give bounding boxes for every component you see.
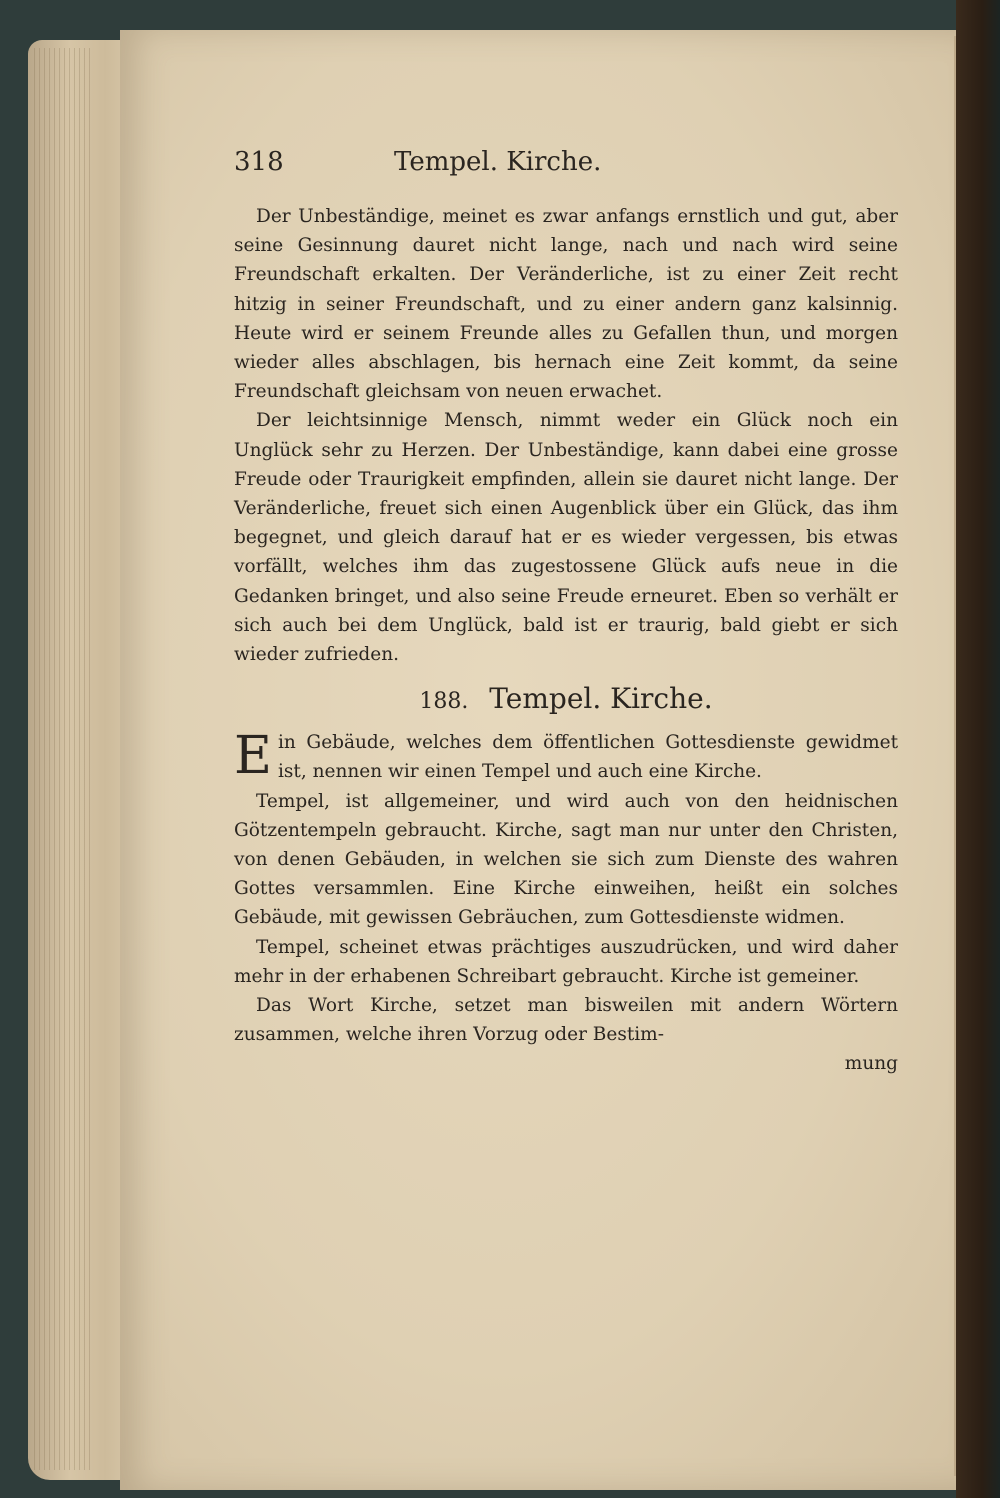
- catchword: mung: [844, 1053, 898, 1075]
- paragraph: Das Wort Kirche, setzet man bisweilen mit andern Wörtern zusammen, welche ihren Vorzug oder Bestim-: [234, 995, 898, 1046]
- paragraph: [234, 728, 898, 786]
- paragraph-text: in Gebäude, welches dem öffentlichen Gottesdienste gewidmet ist, nennen wir einen Tempel und auch eine Kirche.: [277, 732, 898, 783]
- page-header: [234, 148, 898, 188]
- paragraph: Der leichtsinnige Mensch, nimmt weder ein Glück noch ein Unglück sehr zu Herzen. Der Unbeständige, kann dabei eine grosse Freude oder Traurigkeit empfinden, allein sie dauret nicht lange. Der Veränderliche, freuet sich einen Augenblick über ein Glück, das ihm begegnet, und gleich darauf hat er es wieder vergessen, bis etwas vorfällt, welches ihm das zugestossene Glück aufs neue in die Gedanken bringet, und also seine Freude erneuret. Eben so verhält er sich auch bei dem Unglück, bald ist er traurig, bald giebt er sich wieder zufrieden.: [234, 410, 898, 666]
- paragraph: Tempel, ist allgemeiner, und wird auch von den heidnischen Götzentempeln gebraucht. Kirche, sagt man nur unter den Christen, von denen Gebäuden, in welchen sie sich zum Dienste des wahren Gottes versammlen. Eine Kirche einweihen, heißt ein solches Gebäude, mit gewissen Gebräuchen, zum Gottesdienste widmen.: [234, 790, 898, 929]
- section-title: Tempel. Kirche.: [489, 682, 713, 716]
- page-number: 318: [234, 147, 284, 177]
- section-heading: [234, 679, 898, 722]
- paragraph: Der Unbeständige, meinet es zwar anfangs ernstlich und gut, aber seine Gesinnung dauret nicht lange, nach und nach wird seine Freundschaft erkalten. Der Veränderliche, ist zu einer Zeit recht hitzig in seiner Freundschaft, und zu einer andern ganz kalsinnig. Heute wird er seinem Freunde alles zu Gefallen thun, und morgen wieder alles abschlagen, bis hernach eine Zeit kommt, da seine Freundschaft gleichsam von neuen erwachet.: [234, 206, 898, 403]
- text-block: [234, 148, 898, 1079]
- book-cover-edge: [956, 0, 1000, 1498]
- running-head: Tempel. Kirche.: [394, 147, 602, 177]
- section-number: 188.: [419, 689, 469, 715]
- paragraph: Tempel, scheinet etwas prächtiges auszudrücken, und wird daher mehr in der erhabenen Schreibart gebraucht. Kirche ist gemeiner.: [234, 936, 898, 987]
- drop-cap: E: [234, 726, 272, 787]
